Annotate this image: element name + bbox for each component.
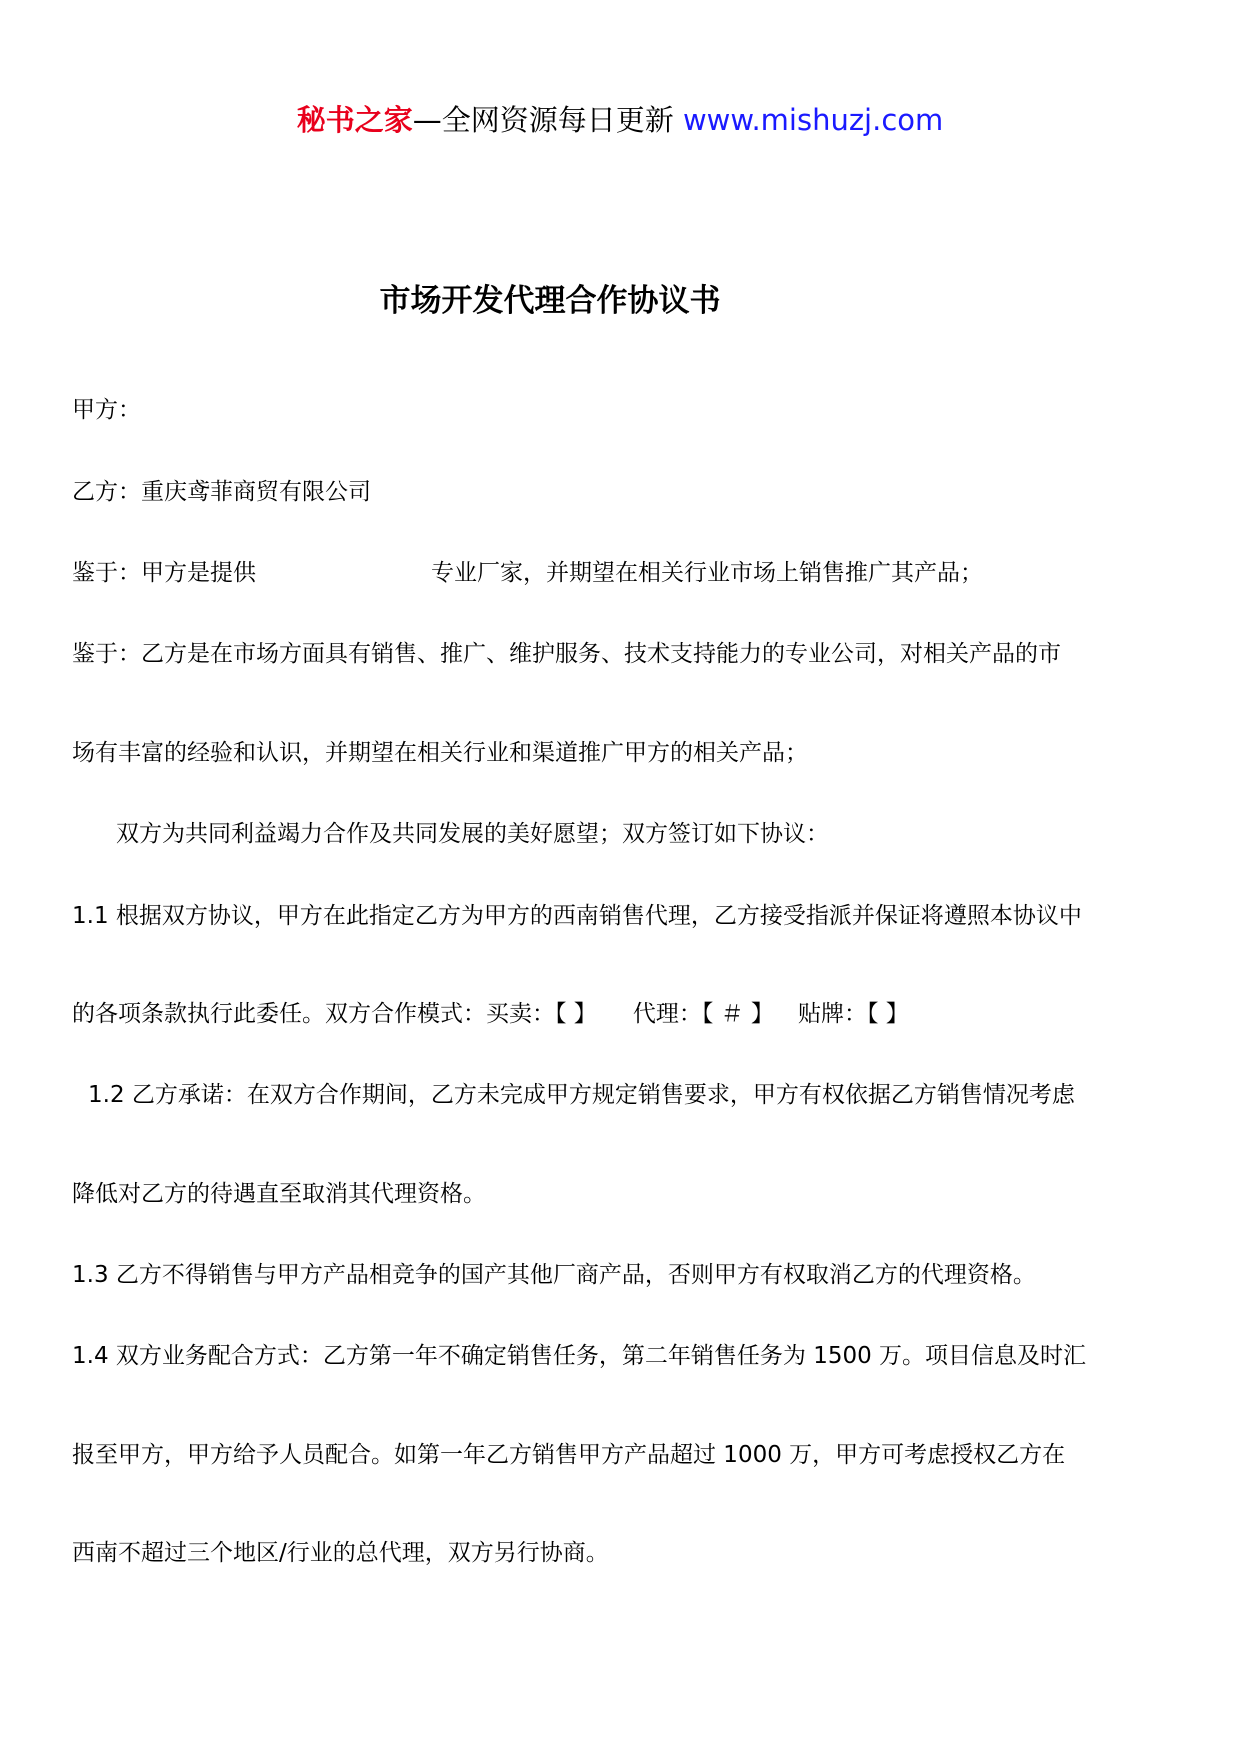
mode-buy-box: 【 】 <box>555 1001 597 1027</box>
clause-1-1-line-2 <box>72 998 909 1030</box>
clause-1-4-line-1: 1.4 双方业务配合方式：乙方第一年不确定销售任务，第二年销售任务为 1500 万。项目信息及时汇 <box>72 1343 1087 1369</box>
whereas-3-line: 双方为共同利益竭力合作及共同发展的美好愿望；双方签订如下协议： <box>116 821 829 847</box>
whereas-2-line-1: 鉴于：乙方是在市场方面具有销售、推广、维护服务、技术支持能力的专业公司，对相关产品的市 <box>72 641 1061 667</box>
clause-1-1-text: 的各项条款执行此委任。双方合作模式：买卖： <box>72 1001 555 1027</box>
clause-1-3-line: 1.3 乙方不得销售与甲方产品相竞争的国产其他厂商产品，否则甲方有权取消乙方的代理资格。 <box>72 1262 1036 1288</box>
whereas-1-part-2: 专业厂家，并期望在相关行业市场上销售推广其产品； <box>431 560 983 586</box>
document-title: 市场开发代理合作协议书 <box>379 283 721 319</box>
whereas-line-1 <box>72 557 983 589</box>
whereas-2-line-2: 场有丰富的经验和认识，并期望在相关行业和渠道推广甲方的相关产品； <box>72 740 808 766</box>
site-brand: 秘书之家 <box>296 103 413 137</box>
mode-agent-label: 代理： <box>632 1001 702 1027</box>
mode-oem-label: 贴牌： <box>797 1001 867 1027</box>
mode-agent-box: 【 ＃ 】 <box>701 1001 774 1027</box>
clause-1-2-line-2: 降低对乙方的待遇直至取消其代理资格。 <box>72 1181 486 1207</box>
clause-1-4-line-2: 报至甲方，甲方给予人员配合。如第一年乙方销售甲方产品超过 1000 万，甲方可考虑授权乙方在 <box>72 1442 1066 1468</box>
site-url-link[interactable]: www.mishuzj.com <box>682 103 944 137</box>
site-header <box>0 100 1240 140</box>
mode-oem-box: 【 】 <box>866 1001 909 1027</box>
whereas-1-part-1: 鉴于：甲方是提供 <box>72 560 256 586</box>
clause-1-4-line-3: 西南不超过三个地区/行业的总代理，双方另行协商。 <box>72 1540 609 1566</box>
clause-1-1-line-1: 1.1 根据双方协议，甲方在此指定乙方为甲方的西南销售代理，乙方接受指派并保证将遵照本协议中 <box>72 903 1082 929</box>
clause-1-2-line-1: 1.2 乙方承诺：在双方合作期间，乙方未完成甲方规定销售要求，甲方有权依据乙方销售情况考虑 <box>88 1082 1075 1108</box>
site-slogan: —全网资源每日更新 <box>412 103 674 137</box>
party-b-line: 乙方：重庆鸢菲商贸有限公司 <box>72 479 371 505</box>
party-a-line: 甲方： <box>72 397 141 423</box>
